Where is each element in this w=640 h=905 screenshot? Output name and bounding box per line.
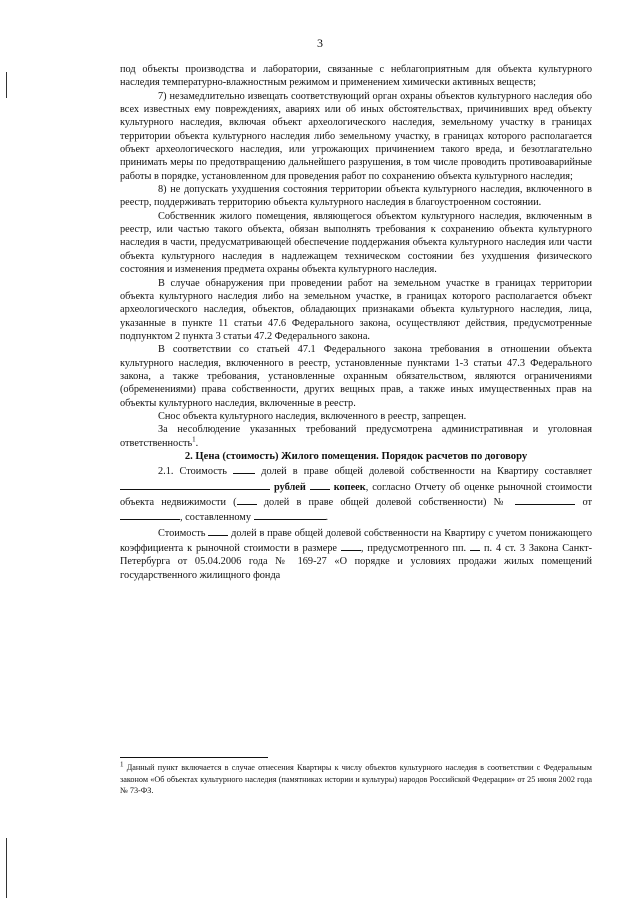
discount-shares-blank[interactable] [208, 525, 228, 536]
page-number: 3 [317, 36, 323, 50]
price-text: долей в праве общей долевой собственности на Квартиру составляет [261, 466, 593, 478]
report-number-blank[interactable] [515, 494, 575, 505]
paragraph-price [120, 463, 592, 524]
report-shares-blank[interactable] [237, 494, 257, 505]
discount-text: долей в праве общей долевой собственности на Квартиру с учетом понижающего коэффициента к рыночной стоимости в размере [120, 527, 593, 555]
discount-text: Стоимость [158, 527, 206, 539]
price-text: . [325, 512, 329, 524]
shares-blank[interactable] [233, 463, 255, 474]
liability-text: За несоблюдение указанных требований предусмотрена административная и уголовная ответственность [120, 424, 592, 449]
margin-mark [6, 838, 7, 898]
section-heading: 2. Цена (стоимость) Жилого помещения. Порядок расчетов по договору [184, 450, 528, 462]
appraiser-blank[interactable] [254, 509, 326, 520]
rubles-label: рублей [273, 481, 306, 493]
paragraph-demolition: Снос объекта культурного наследия, включенного в реестр, запрещен. [158, 410, 467, 422]
rubles-blank[interactable] [120, 479, 270, 490]
footnote-divider [120, 757, 268, 758]
footnote [120, 762, 592, 797]
paragraph-restrictions: В соответствии со статьей 47.1 Федерального закона требования в отношении объекта культурного наследия, включенного в реестр, установленные пунктами 1-3 статьи 47.3 Федерального закона, а также требования, установленные охранным обязательством, являются ограничениями (обременениями) права собственности, других вещных прав, а также иных имущественных прав на объекты культурного наследия, включенные в реестр. [120, 344, 592, 409]
paragraph-liability: За несоблюдение указанных требований предусмотрена административная и уголовная ответственность$^1$. [120, 424, 592, 449]
discount-text: , предусмотренного пп. [360, 543, 467, 555]
subclause-blank[interactable] [470, 540, 480, 551]
margin-mark [6, 72, 7, 98]
report-date-blank[interactable] [120, 509, 180, 520]
paragraph-continued: под объекты производства и лаборатории, связанные с неблагоприятным для объекта культурного наследия температурно-влажностным режимом и применением химически активных веществ; [120, 64, 592, 89]
footnote-body: Данный пункт включается в случае отнесения Квартиры к числу объектов культурного наследия в соответствии с Федеральным законом «Об объектах культурного наследия (памятниках истории и культуры) народов Российской Федерации» от 25 июня 2002 года № 73-ФЗ. [120, 763, 592, 795]
price-text: , составленному [180, 512, 251, 524]
paragraph-discount [120, 525, 592, 582]
price-text: , согласно Отчету об оценке рыночной стоимости объекта недвижимости ( [120, 481, 593, 508]
kopecks-blank[interactable] [310, 479, 330, 490]
price-text: от [582, 497, 592, 508]
paragraph-discovery: В случае обнаружения при проведении работ на земельном участке в границах территории объекта культурного наследия либо на земельном участке, в границах которого располагается объект археологического наследия, объектов, обладающих признаками объекта культурного наследия, лица, указанные в пункте 11 статьи 47.6 Федерального закона, осуществляют действия, предусмотренные подпунктом 2 пункта 3 статьи 47.2 Федерального закона. [120, 277, 592, 342]
footnote-text [120, 762, 592, 797]
price-text: 2.1. Стоимость [158, 466, 227, 478]
coefficient-blank[interactable] [341, 540, 361, 551]
document-body [120, 63, 592, 582]
price-text: долей в праве общей долевой собственности) № [263, 497, 509, 508]
footnote-reference: 1 [192, 435, 196, 444]
paragraph-owner-obligations: Собственник жилого помещения, являющегося объектом культурного наследия, включенным в реестр, или частью такого объекта, обязан выполнять требования к сохранению объекта культурного наследия в части, предусматривающей обеспечение поддержания объекта культурного наследия или части объекта культурного наследия в надлежащем техническом состоянии без ухудшения физического состояния и изменения предмета охраны объекта культурного наследия. [120, 210, 592, 276]
paragraph-item-7: 7) незамедлительно извещать соответствующий орган охраны объектов культурного наследия обо всех известных ему повреждениях, авариях или об иных обстоятельствах, причинивших вред объекту культурного наследия, включая объект археологического наследия, земельному участку в границах территории объекта культурного наследия либо земельному участку, в границах которого располагается объект археологического наследия, или угрожающих причинением такого вреда, и безотлагательно принимать меры по предотвращению дальнейшего разрушения, в том числе проводить противоаварийные работы в порядке, установленном для проведения работ по сохранению объекта культурного наследия; [120, 90, 592, 182]
paragraph-item-8: 8) не допускать ухудшения состояния территории объекта культурного наследия, включенного в реестр, поддерживать территорию объекта культурного наследия в благоустроенном состоянии. [120, 184, 592, 209]
footnote-mark: 1 [120, 760, 124, 769]
discount-text: п. 4 ст. 3 Закона Санкт-Петербурга от 05.04.2006 года № 169-27 «О порядке и условиях продажи жилых помещений государственного жилищного фонда [120, 543, 592, 581]
kopecks-label: копеек [333, 481, 366, 493]
